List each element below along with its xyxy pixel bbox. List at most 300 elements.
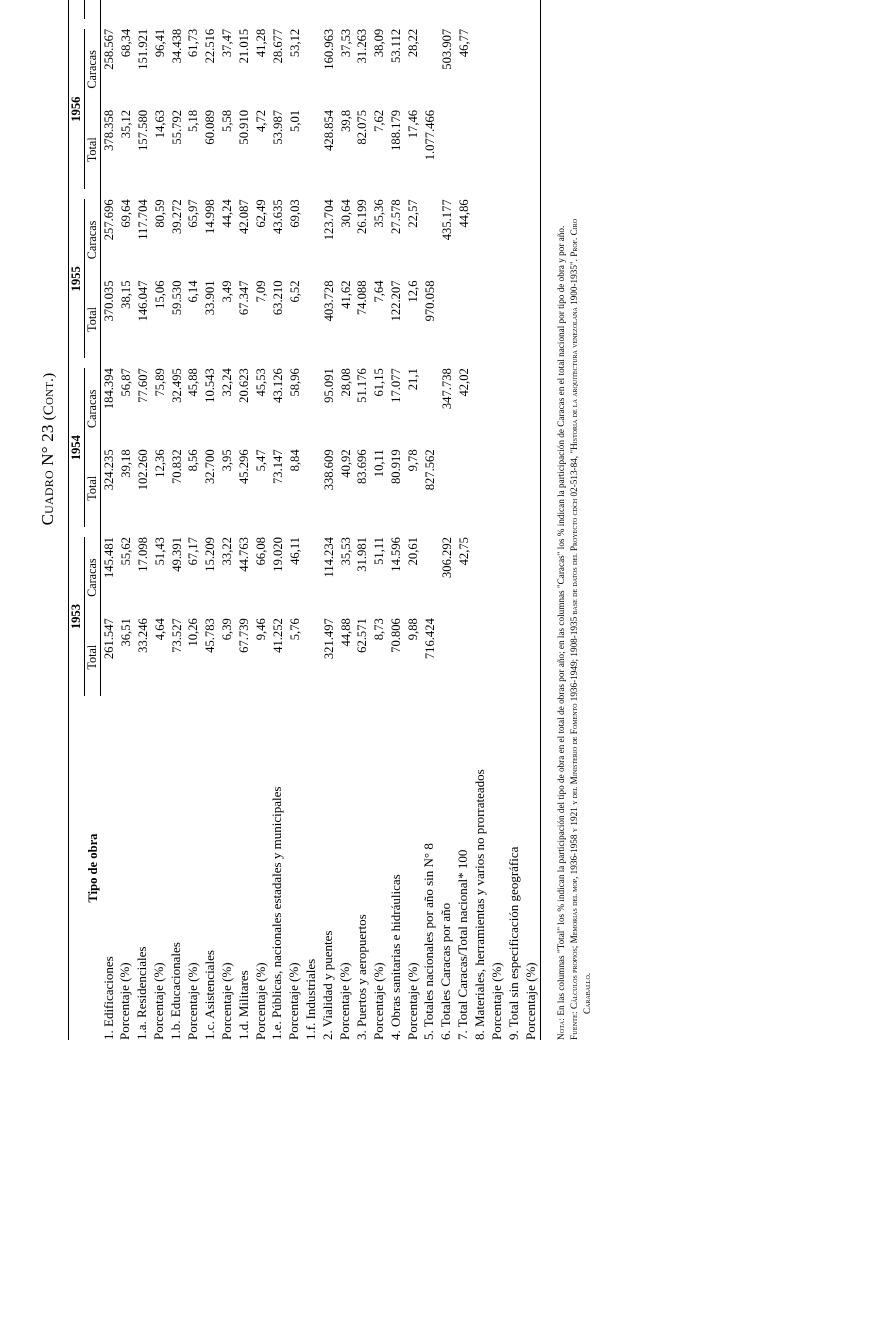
- cell-value: 67,17: [186, 537, 201, 566]
- column-spacer: [388, 19, 405, 29]
- cell-value: 74.088: [355, 280, 370, 316]
- cell-value: 21.015: [237, 28, 252, 64]
- column-spacer: [506, 19, 523, 29]
- column-spacer: [523, 19, 540, 29]
- cell-value: 38,15: [118, 280, 133, 309]
- table-row: [269, 0, 286, 1040]
- cell-value: 157.580: [135, 109, 150, 151]
- cell-value: 37,53: [338, 28, 353, 58]
- cell-value: 7,64: [372, 280, 387, 303]
- cell-value: [354, 0, 371, 19]
- cell-value: [455, 449, 472, 527]
- column-spacer: [219, 527, 236, 537]
- column-spacer: [421, 19, 438, 29]
- table-row: [371, 0, 388, 1040]
- cell-value: 347.738: [439, 368, 454, 410]
- cell-value: 26.199: [355, 199, 370, 234]
- column-spacer: [117, 527, 134, 537]
- column-spacer: [303, 358, 320, 368]
- cell-value: 306.292: [439, 537, 454, 578]
- cell-value: [405, 0, 422, 19]
- cell-value: 4,72: [254, 109, 269, 132]
- note-fuente-continued: [581, 0, 593, 1040]
- column-spacer: [117, 358, 134, 368]
- column-spacer: [269, 190, 286, 200]
- table-row: [101, 0, 118, 1040]
- column-spacer: [151, 527, 168, 537]
- cell-value: 73.527: [169, 618, 184, 653]
- cell-value: 32.495: [169, 368, 184, 403]
- column-spacer: [438, 19, 455, 29]
- cell-value: 45,53: [254, 368, 269, 397]
- cell-value: [489, 110, 506, 190]
- cell-value: 5,18: [186, 109, 201, 132]
- cell-value: [472, 280, 489, 358]
- column-spacer: [472, 527, 489, 537]
- column-spacer: [523, 527, 540, 537]
- subheader-caracas-1956: Caracas: [85, 29, 101, 110]
- column-spacer: [168, 19, 185, 29]
- cell-value: 58,96: [287, 368, 302, 397]
- cell-value: 4,64: [152, 618, 167, 641]
- note-fuente-text: Cálculos propios; Memorias del mop, 1936-1958 y 1921 y del Ministerio de Fomento 1936-1949; 1908-1935 base de datos del Proyecto cdch 02-513-84, "Historia de la arquitectura venezolana 1900-1935". Prof. Ciro: [568, 218, 579, 1012]
- cell-value: 53,12: [287, 28, 302, 58]
- cell-value: 5,01: [287, 109, 302, 132]
- row-label: Porcentaje (%): [370, 962, 386, 1040]
- column-spacer: [455, 358, 472, 368]
- table-row: [286, 0, 303, 1040]
- cell-value: [455, 0, 472, 19]
- column-spacer: [506, 358, 523, 368]
- column-spacer: [354, 527, 371, 537]
- row-label: 1.f. Industriales: [303, 958, 319, 1040]
- cell-value: 53.112: [389, 28, 404, 63]
- rotated-page-container: [32, 0, 852, 1070]
- cell-value: 50.910: [237, 109, 252, 145]
- data-table: [68, 0, 541, 1040]
- row-label: Porcentaje (%): [184, 962, 200, 1040]
- cell-value: 60.089: [203, 109, 218, 145]
- cell-value: [489, 449, 506, 527]
- cell-value: 43.126: [270, 368, 285, 403]
- cell-value: 68,34: [118, 28, 133, 58]
- cell-value: 77.607: [135, 368, 150, 403]
- column-spacer: [219, 190, 236, 200]
- cell-value: 44,24: [220, 199, 235, 228]
- column-spacer: [354, 190, 371, 200]
- cell-value: 258.567: [102, 28, 117, 70]
- column-spacer: [371, 19, 388, 29]
- column-spacer: [354, 19, 371, 29]
- cell-value: 32,24: [220, 368, 235, 397]
- column-spacer: [286, 190, 303, 200]
- cell-value: 33.901: [203, 280, 218, 316]
- column-spacer: [185, 527, 202, 537]
- column-spacer: [371, 358, 388, 368]
- cell-value: 321.497: [321, 618, 336, 660]
- cell-value: [286, 0, 303, 19]
- column-spacer: [489, 190, 506, 200]
- column-spacer: [151, 19, 168, 29]
- table-row: [506, 0, 523, 1040]
- column-spacer: [303, 19, 320, 29]
- note-nota-text: En las columnas "Total" los % indican la participación del tipo de obra en el total de obras por año; en las columnas "Caracas" los % indican la participación de Caracas en el total nacional por tipo de obra y por año.: [555, 225, 566, 1018]
- cell-value: 49.391: [169, 537, 184, 572]
- cell-value: [472, 368, 489, 449]
- cell-value: [421, 537, 438, 618]
- cell-value: 1.077.466: [422, 109, 437, 161]
- row-label: Porcentaje (%): [117, 962, 133, 1040]
- cell-value: 80,59: [152, 199, 167, 228]
- column-spacer: [202, 527, 219, 537]
- cell-value: 378.358: [102, 109, 117, 151]
- cell-value: [523, 199, 540, 280]
- subheader-total-1953: Total: [85, 618, 101, 696]
- cell-value: [506, 537, 523, 618]
- cell-value: 19.020: [270, 537, 285, 572]
- cell-value: 59.530: [169, 280, 184, 316]
- cell-value: 96,41: [152, 28, 167, 58]
- column-spacer: [489, 19, 506, 29]
- cell-value: [506, 29, 523, 110]
- cell-value: 46,77: [456, 28, 471, 58]
- cell-value: [506, 0, 523, 19]
- column-spacer: [354, 358, 371, 368]
- row-label: 7. Total Caracas/Total nacional* 100: [455, 849, 471, 1040]
- note-fuente-lead: Fuente:: [568, 1011, 579, 1040]
- cell-value: [438, 0, 455, 19]
- cell-value: [472, 537, 489, 618]
- subheader-total-1954: Total: [85, 449, 101, 527]
- row-label: Porcentaje (%): [252, 962, 268, 1040]
- column-spacer: [269, 527, 286, 537]
- cell-value: [421, 368, 438, 449]
- table-row: [354, 0, 371, 1040]
- cell-value: [489, 0, 506, 19]
- cell-value: [303, 110, 320, 190]
- cell-value: [523, 110, 540, 190]
- table-row: [320, 0, 337, 1040]
- cell-value: 62.571: [355, 618, 370, 653]
- cell-value: 42.087: [237, 199, 252, 234]
- cell-value: 36,51: [118, 618, 133, 647]
- column-spacer: [371, 527, 388, 537]
- cell-value: 21,1: [406, 368, 421, 391]
- cell-value: [472, 199, 489, 280]
- subheader-total-1955: Total: [85, 280, 101, 358]
- column-spacer: [236, 527, 253, 537]
- cell-value: [219, 0, 236, 19]
- cell-value: 6,14: [186, 280, 201, 303]
- cell-value: [472, 29, 489, 110]
- table-row: [185, 0, 202, 1040]
- column-spacer: [337, 527, 354, 537]
- cell-value: 39,18: [118, 449, 133, 478]
- cell-value: 45,88: [186, 368, 201, 397]
- column-spacer: [168, 527, 185, 537]
- table-row: [151, 0, 168, 1040]
- cell-value: 257.696: [102, 199, 117, 241]
- note-nota-lead: Nota:: [555, 1017, 566, 1040]
- cell-value: 123.704: [321, 199, 336, 241]
- column-spacer: [236, 19, 253, 29]
- note-fuente-text2: Caraballo.: [581, 972, 592, 1014]
- cell-value: 41.252: [270, 618, 285, 653]
- column-spacer: [236, 358, 253, 368]
- column-spacer: [489, 527, 506, 537]
- cell-value: [303, 29, 320, 110]
- cell-value: [253, 0, 270, 19]
- column-spacer: [405, 527, 422, 537]
- row-label: Porcentaje (%): [523, 696, 540, 1040]
- cell-value: 7,09: [254, 280, 269, 303]
- cell-value: 5,47: [254, 449, 269, 472]
- column-spacer: [472, 19, 489, 29]
- year-header-1954: 1954: [69, 368, 85, 527]
- column-spacer: [337, 19, 354, 29]
- cell-value: [489, 368, 506, 449]
- column-spacer: [168, 358, 185, 368]
- cell-value: 70.806: [389, 618, 404, 653]
- column-spacer: [253, 527, 270, 537]
- cell-value: 188.179: [389, 109, 404, 151]
- cell-value: 31.263: [355, 28, 370, 64]
- column-spacer: [253, 190, 270, 200]
- cell-value: [303, 618, 320, 696]
- note-fuente: [568, 0, 580, 1040]
- cell-value: 43.635: [270, 199, 285, 234]
- cell-value: [303, 537, 320, 618]
- cell-value: 46,11: [287, 537, 302, 565]
- column-spacer: [286, 358, 303, 368]
- column-spacer: [455, 190, 472, 200]
- cell-value: 6,39: [220, 618, 235, 641]
- cell-value: [523, 537, 540, 618]
- column-spacer: [388, 527, 405, 537]
- cell-value: [303, 449, 320, 527]
- cell-value: 12,6: [406, 280, 421, 303]
- cell-value: 95.091: [321, 368, 336, 403]
- cell-value: 122.207: [389, 280, 404, 322]
- row-label: 1. Edificaciones: [100, 956, 116, 1040]
- row-label: 1.d. Militares: [235, 970, 251, 1040]
- cell-value: 31.981: [355, 537, 370, 572]
- cell-value: 51,43: [152, 537, 167, 566]
- table-row: [421, 0, 438, 1040]
- column-spacer: [101, 190, 118, 200]
- cell-value: 39.272: [169, 199, 184, 234]
- cell-value: [202, 0, 219, 19]
- column-spacer: [388, 358, 405, 368]
- table-row: [303, 0, 320, 1040]
- column-spacer: [320, 358, 337, 368]
- table-body: [101, 0, 541, 1040]
- row-label: 4. Obras sanitarias e hidráulicas: [387, 874, 403, 1040]
- table-continuation-marker: (Cont.): [41, 372, 57, 421]
- column-spacer: [185, 190, 202, 200]
- row-label: 1.c. Asistenciales: [201, 950, 217, 1040]
- column-spacer: [168, 190, 185, 200]
- cell-value: [489, 618, 506, 696]
- cell-value: 51.176: [355, 368, 370, 403]
- cell-value: 6,52: [287, 280, 302, 303]
- cell-value: 66,08: [254, 537, 269, 566]
- note-nota: [555, 0, 567, 1040]
- year-header-row: [69, 0, 85, 1040]
- cell-value: [303, 280, 320, 358]
- cell-value: 7,62: [372, 109, 387, 132]
- row-label: Porcentaje (%): [488, 962, 504, 1040]
- cell-value: [134, 0, 151, 19]
- year-header-1956: 1956: [69, 29, 85, 190]
- table-row: [455, 0, 472, 1040]
- column-spacer: [455, 527, 472, 537]
- page-title: [38, 0, 58, 1040]
- cell-value: 5,58: [220, 109, 235, 132]
- cell-value: 45.783: [203, 618, 218, 653]
- column-spacer: [151, 358, 168, 368]
- column-spacer: [202, 190, 219, 200]
- column-spacer: [117, 190, 134, 200]
- cell-value: 75,89: [152, 368, 167, 397]
- cell-value: 10,11: [372, 449, 387, 478]
- subheader-total-1956: Total: [85, 110, 101, 190]
- cell-value: [438, 280, 455, 358]
- row-label: Porcentaje (%): [218, 962, 234, 1040]
- cell-value: [168, 0, 185, 19]
- cell-value: 5,76: [287, 618, 302, 641]
- table-row: [202, 0, 219, 1040]
- cell-value: [489, 29, 506, 110]
- column-spacer: [421, 527, 438, 537]
- row-label: Porcentaje (%): [151, 962, 167, 1040]
- cell-value: [303, 368, 320, 449]
- table-row: [489, 0, 506, 1040]
- column-spacer: [438, 190, 455, 200]
- column-spacer: [405, 19, 422, 29]
- column-spacer: [438, 358, 455, 368]
- cell-value: [506, 449, 523, 527]
- cell-value: 33.246: [135, 618, 150, 653]
- cell-value: [438, 449, 455, 527]
- cell-value: [506, 110, 523, 190]
- table-notes: [555, 0, 594, 1040]
- cell-value: 428.854: [321, 109, 336, 151]
- cell-value: [523, 368, 540, 449]
- cell-value: 61,15: [372, 368, 387, 397]
- table-row: [134, 0, 151, 1040]
- table-row: [253, 0, 270, 1040]
- row-label: 2. Vialidad y puentes: [320, 930, 336, 1040]
- cell-value: 102.260: [135, 449, 150, 491]
- cell-value: 3,95: [220, 449, 235, 472]
- cell-value: 403.728: [321, 280, 336, 322]
- column-spacer: [472, 358, 489, 368]
- cell-value: [472, 618, 489, 696]
- cell-value: [489, 280, 506, 358]
- table-row: [236, 0, 253, 1040]
- cell-value: 41,62: [338, 280, 353, 309]
- column-spacer: [523, 358, 540, 368]
- cell-value: 40,92: [338, 449, 353, 478]
- column-spacer: [303, 190, 320, 200]
- cell-value: 55,62: [118, 537, 133, 566]
- subheader-total-1957: [85, 0, 101, 19]
- cell-value: [388, 0, 405, 19]
- column-spacer: [134, 527, 151, 537]
- cell-value: 146.047: [135, 280, 150, 322]
- cell-value: [506, 199, 523, 280]
- table-row: [219, 0, 236, 1040]
- cell-value: 38,09: [372, 28, 387, 58]
- cell-value: 34.438: [169, 28, 184, 64]
- cell-value: [421, 29, 438, 110]
- column-spacer: [269, 19, 286, 29]
- cell-value: [455, 110, 472, 190]
- cell-value: 53.987: [270, 109, 285, 145]
- cell-value: 41,28: [254, 28, 269, 58]
- cell-value: [523, 618, 540, 696]
- column-spacer: [219, 19, 236, 29]
- cell-value: 33,22: [220, 537, 235, 566]
- year-header-1953: 1953: [69, 537, 85, 696]
- cell-value: 44,86: [456, 199, 471, 228]
- column-spacer: [421, 190, 438, 200]
- cell-value: [506, 280, 523, 358]
- cell-value: 184.394: [102, 368, 117, 410]
- cell-value: 435.177: [439, 199, 454, 241]
- cell-value: [506, 618, 523, 696]
- year-header-1957: [69, 0, 85, 19]
- cell-value: [151, 0, 168, 19]
- cell-value: 62,49: [254, 199, 269, 228]
- cell-value: [472, 0, 489, 19]
- cell-value: 35,12: [118, 109, 133, 139]
- subheader-caracas-1953: Caracas: [85, 537, 101, 618]
- cell-value: 28.677: [270, 28, 285, 64]
- cell-value: [523, 449, 540, 527]
- subheader-caracas-1955: Caracas: [85, 199, 101, 280]
- cell-value: 370.035: [102, 280, 117, 322]
- cell-value: 65,97: [186, 199, 201, 228]
- cell-value: 42,75: [456, 537, 471, 566]
- column-spacer: [489, 358, 506, 368]
- cell-value: [438, 110, 455, 190]
- cell-value: [472, 110, 489, 190]
- row-label: 6. Totales Caracas por año: [438, 902, 454, 1040]
- cell-value: 55.792: [169, 109, 184, 145]
- row-label: 1.e. Públicas, nacionales estadales y municipales: [269, 786, 285, 1040]
- subheader-caracas-1954: Caracas: [85, 368, 101, 449]
- cell-value: [455, 618, 472, 696]
- column-spacer: [101, 527, 118, 537]
- cell-value: 3,49: [220, 280, 235, 303]
- cell-value: 12,36: [152, 449, 167, 478]
- column-spacer: [388, 190, 405, 200]
- cell-value: 73.147: [270, 449, 285, 484]
- cell-value: 45.296: [237, 449, 252, 484]
- cell-value: [523, 280, 540, 358]
- column-spacer: [253, 19, 270, 29]
- cell-value: 22,57: [406, 199, 421, 228]
- cell-value: 324.235: [102, 449, 117, 491]
- column-spacer: [405, 190, 422, 200]
- cell-value: 14.998: [203, 199, 218, 234]
- cell-value: [438, 618, 455, 696]
- row-label: Porcentaje (%): [336, 962, 352, 1040]
- cell-value: 28,08: [338, 368, 353, 397]
- column-spacer: [134, 358, 151, 368]
